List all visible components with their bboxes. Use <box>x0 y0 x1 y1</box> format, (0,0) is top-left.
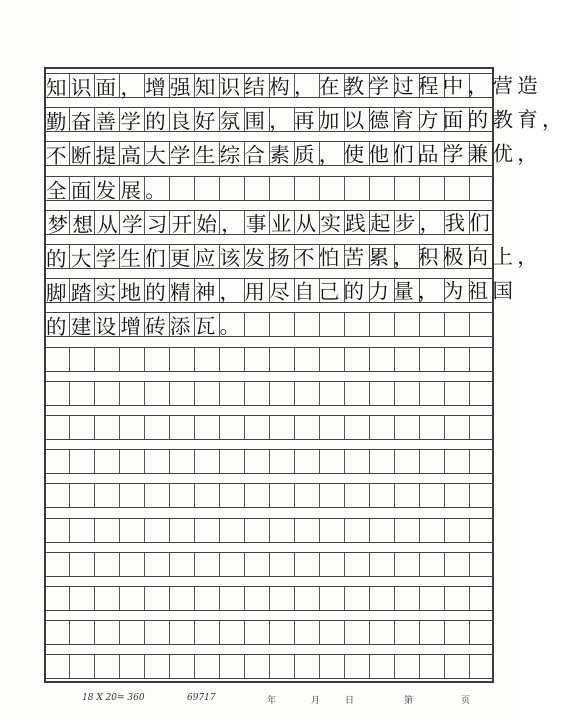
grid-cell <box>69 519 94 542</box>
grid-cell <box>294 450 319 473</box>
grid-cell <box>144 587 169 610</box>
grid-cell <box>344 587 369 610</box>
grid-cell <box>444 587 469 610</box>
grid-cell <box>94 382 119 405</box>
grid-cell <box>69 416 94 439</box>
grid-cell <box>244 621 269 644</box>
grid-cell <box>119 621 144 644</box>
grid-cell <box>94 484 119 507</box>
grid-cell <box>244 348 269 371</box>
grid-cell <box>69 450 94 473</box>
grid-cell <box>369 348 394 371</box>
grid-cell <box>294 382 319 405</box>
text-line-content: 脚踏实地的精神，用尽自己的力量，为祖国 <box>45 278 518 305</box>
grid-cell <box>344 450 369 473</box>
year-label: 年 <box>267 696 277 706</box>
grid-cell <box>294 416 319 439</box>
text-line <box>44 139 543 169</box>
grid-cell <box>469 348 494 371</box>
grid-cell <box>244 416 269 439</box>
grid-cell <box>194 382 219 405</box>
grid-cell <box>269 416 294 439</box>
grid-cell <box>244 519 269 542</box>
grid-cell <box>469 484 494 507</box>
grid-cell <box>394 450 419 473</box>
grid-cell <box>119 519 144 542</box>
grid-cell <box>144 382 169 405</box>
grid-cell <box>69 348 94 371</box>
grid-cell <box>219 519 244 542</box>
grid-cell <box>244 484 269 507</box>
grid-cell <box>369 519 394 542</box>
grid-cell <box>394 348 419 371</box>
grid-cell <box>344 416 369 439</box>
grid-row <box>44 415 494 440</box>
grid-cell <box>194 416 219 439</box>
grid-cell <box>144 450 169 473</box>
grid-cell <box>94 450 119 473</box>
grid-cell <box>444 450 469 473</box>
grid-cell <box>269 348 294 371</box>
grid-row <box>44 518 494 543</box>
grid-cell <box>144 655 169 678</box>
grid-cell <box>119 553 144 576</box>
grid-cell <box>194 553 219 576</box>
grid-cell <box>344 621 369 644</box>
grid-cell <box>44 484 69 507</box>
grid-cell <box>394 519 419 542</box>
grid-cell <box>469 587 494 610</box>
page-footer <box>0 690 520 710</box>
grid-cell <box>169 484 194 507</box>
grid-cell <box>419 416 444 439</box>
grid-row <box>44 347 494 372</box>
grid-cell <box>194 621 219 644</box>
grid-cell <box>44 416 69 439</box>
grid-cell <box>269 382 294 405</box>
grid-cell <box>94 519 119 542</box>
grid-cell <box>394 382 419 405</box>
sheet-label: 页 <box>461 696 471 706</box>
grid-cell <box>469 519 494 542</box>
grid-cell <box>144 348 169 371</box>
grid-cell <box>469 655 494 678</box>
grid-cell <box>69 484 94 507</box>
grid-cell <box>394 621 419 644</box>
grid-cell <box>419 553 444 576</box>
grid-cell <box>244 655 269 678</box>
text-line <box>44 242 543 271</box>
grid-cell <box>94 587 119 610</box>
grid-row <box>44 449 494 474</box>
text-line-content: 的建设增砖添瓦。 <box>45 314 245 340</box>
grid-cell <box>194 655 219 678</box>
text-line-content: 勤奋善学的良好氛围，再加以德育方面的教育， <box>45 107 567 134</box>
grid-cell <box>444 519 469 542</box>
grid-cell <box>369 484 394 507</box>
grid-cell <box>269 519 294 542</box>
grid-cell <box>94 553 119 576</box>
grid-cell <box>469 382 494 405</box>
text-line <box>44 208 494 235</box>
grid-cell <box>269 553 294 576</box>
grid-cell <box>419 587 444 610</box>
grid-cell <box>419 621 444 644</box>
grid-cell <box>269 450 294 473</box>
grid-row <box>44 483 494 508</box>
grid-cell <box>44 519 69 542</box>
grid-cell <box>469 553 494 576</box>
grid-cell <box>169 655 194 678</box>
grid-cell <box>69 655 94 678</box>
grid-cell <box>319 416 344 439</box>
grid-cell <box>69 621 94 644</box>
grid-cell <box>219 484 244 507</box>
grid-cell <box>169 587 194 610</box>
grid-cell <box>219 655 244 678</box>
grid-cell <box>444 484 469 507</box>
grid-cell <box>244 382 269 405</box>
grid-cell <box>419 484 444 507</box>
grid-cell <box>194 519 219 542</box>
day-label: 日 <box>345 696 355 706</box>
grid-cell <box>144 416 169 439</box>
grid-cell <box>469 416 494 439</box>
grid-cell <box>219 621 244 644</box>
grid-cell <box>369 587 394 610</box>
grid-cell <box>194 450 219 473</box>
grid-cell <box>319 655 344 678</box>
grid-cell <box>369 382 394 405</box>
grid-cell <box>469 621 494 644</box>
grid-cell <box>444 655 469 678</box>
grid-row <box>44 381 494 406</box>
month-label: 月 <box>311 696 321 706</box>
grid-cell <box>194 484 219 507</box>
grid-cell <box>369 450 394 473</box>
grid-cell <box>444 416 469 439</box>
grid-cell <box>219 587 244 610</box>
grid-cell <box>69 553 94 576</box>
grid-cell <box>244 553 269 576</box>
grid-cell <box>294 348 319 371</box>
print-code: 69717 <box>187 693 216 703</box>
grid-row <box>44 586 494 611</box>
grid-cell <box>394 655 419 678</box>
grid-cell <box>169 450 194 473</box>
grid-cell <box>194 348 219 371</box>
grid-cell <box>444 348 469 371</box>
grid-cell <box>319 484 344 507</box>
grid-cell <box>94 621 119 644</box>
text-line <box>44 105 567 134</box>
text-line <box>44 173 494 203</box>
grid-row <box>44 552 494 577</box>
grid-cell <box>419 655 444 678</box>
grid-cell <box>419 519 444 542</box>
grid-cell <box>44 553 69 576</box>
text-line-content: 知识面，增强知识结构，在教学过程中，营造 <box>45 73 543 100</box>
grid-cell <box>144 519 169 542</box>
grid-cell <box>119 655 144 678</box>
grid-cell <box>44 348 69 371</box>
grid-cell <box>294 519 319 542</box>
grid-row <box>44 620 494 645</box>
grid-cell <box>444 621 469 644</box>
grid-cell <box>94 655 119 678</box>
grid-cell <box>319 519 344 542</box>
grid-cell <box>44 382 69 405</box>
grid-cell <box>419 450 444 473</box>
grid-cell <box>119 416 144 439</box>
text-line-content: 不断提高大学生综合素质，使他们品学兼优， <box>45 141 543 169</box>
grid-cell <box>119 382 144 405</box>
grid-row <box>44 654 494 679</box>
grid-cell <box>319 450 344 473</box>
grid-cell <box>169 553 194 576</box>
grid-cell <box>169 621 194 644</box>
grid-cell <box>319 587 344 610</box>
grid-cell <box>294 587 319 610</box>
grid-cell <box>69 382 94 405</box>
grid-cell <box>269 484 294 507</box>
text-line-content: 的大学生们更应该发扬不怕苦累，积极向上， <box>45 244 543 271</box>
grid-cell <box>419 348 444 371</box>
grid-cell <box>219 553 244 576</box>
grid-cell <box>344 553 369 576</box>
grid-cell <box>394 484 419 507</box>
grid-cell <box>169 348 194 371</box>
grid-cell <box>219 416 244 439</box>
grid-cell <box>94 416 119 439</box>
grid-cell <box>344 655 369 678</box>
grid-cell <box>244 587 269 610</box>
grid-cell <box>244 450 269 473</box>
grid-cell <box>344 484 369 507</box>
grid-cell <box>369 621 394 644</box>
grid-cell <box>169 416 194 439</box>
text-line-content: 全面发展。 <box>45 177 171 203</box>
grid-cell <box>169 519 194 542</box>
grid-cell <box>319 382 344 405</box>
grid-cell <box>444 553 469 576</box>
grid-cell <box>394 416 419 439</box>
grid-cell <box>344 382 369 405</box>
grid-cell <box>319 621 344 644</box>
grid-cell <box>44 450 69 473</box>
grid-cell <box>169 382 194 405</box>
grid-cell <box>294 655 319 678</box>
grid-cell <box>44 587 69 610</box>
text-line-content: 梦想从学习开始，事业从实践起步，我们 <box>47 210 495 237</box>
grid-cell <box>219 348 244 371</box>
grid-cell <box>119 587 144 610</box>
grid-cell <box>119 450 144 473</box>
grid-cell <box>294 621 319 644</box>
grid-cell <box>144 484 169 507</box>
text-line <box>44 276 518 305</box>
grid-cell <box>294 484 319 507</box>
grid-cell <box>194 587 219 610</box>
grid-cell <box>344 519 369 542</box>
grid-cell <box>44 621 69 644</box>
text-line <box>44 310 494 340</box>
grid-cell <box>144 621 169 644</box>
grid-cell <box>119 484 144 507</box>
grid-cell <box>319 553 344 576</box>
grid-cell <box>144 553 169 576</box>
grid-cell <box>219 382 244 405</box>
page-number-label: 第 <box>404 696 414 706</box>
grid-cell <box>269 655 294 678</box>
grid-cell <box>369 655 394 678</box>
grid-cell <box>394 553 419 576</box>
grid-cell <box>44 655 69 678</box>
grid-cell <box>94 348 119 371</box>
grid-cell <box>269 587 294 610</box>
grid-cell <box>269 621 294 644</box>
text-line <box>44 71 543 100</box>
grid-cell <box>344 348 369 371</box>
grid-cell <box>369 416 394 439</box>
grid-cell <box>219 450 244 473</box>
grid-cell <box>444 382 469 405</box>
grid-cell <box>69 587 94 610</box>
grid-cell <box>419 382 444 405</box>
grid-cell <box>394 587 419 610</box>
grid-cell <box>369 553 394 576</box>
grid-cell <box>294 553 319 576</box>
grid-cell <box>469 450 494 473</box>
grid-cell <box>119 348 144 371</box>
grid-cell <box>319 348 344 371</box>
grid-count-label: 18 X 20= 360 <box>82 693 145 703</box>
